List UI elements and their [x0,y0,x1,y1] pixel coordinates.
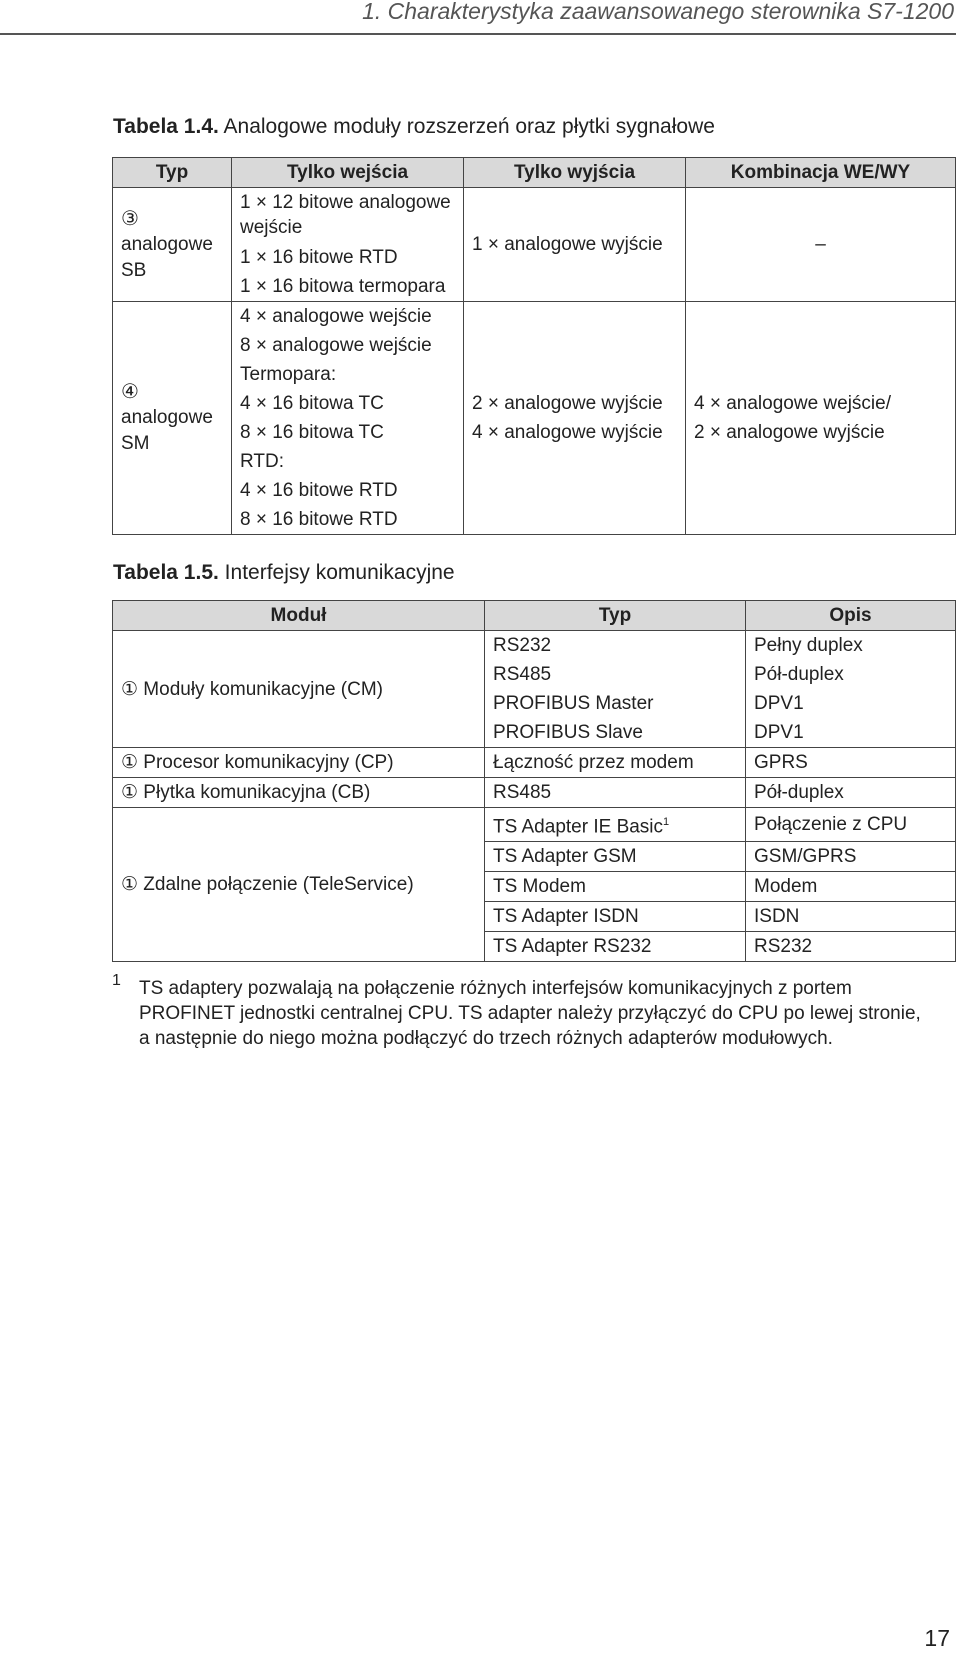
modul-cell-teleservice: ① Zdalne połączenie (TeleService) [113,808,485,962]
modul-cell-cb: ① Płytka komunikacyjna (CB) [113,778,485,808]
opis-cell: DPV1 [746,689,956,718]
typ-cell: TS Adapter GSM [485,842,746,872]
input-line: 8 × 16 bitowa TC [240,422,384,443]
running-header-title: 1. Charakterystyka zaawansowanego sterownika S7-1200 [362,0,954,24]
table-1-4-caption-text: Analogowe moduły rozszerzeń oraz płytki sygnałowe [218,115,715,138]
col-header-kombinacja: Kombinacja WE/WY [686,158,956,188]
typ-line: analogowe [121,233,213,255]
output-line: 2 × analogowe wyjście [472,393,663,414]
table-1-5-header-row [113,601,956,631]
typ-line: analogowe [121,407,213,428]
combo-cell-sm [686,302,956,535]
opis-cell: ISDN [746,902,956,932]
circled-number-4: ④ [121,381,139,403]
input-line: 4 × analogowe wejście [240,306,432,327]
typ-cell: RS232 [485,631,746,661]
table-row [113,778,956,808]
opis-cell: RS232 [746,932,956,962]
table-1-4-caption-number: Tabela 1.4. [113,115,219,138]
opis-cell: Pół-duplex [746,778,956,808]
typ-cell-text: TS Adapter IE Basic [493,816,664,838]
typ-cell: TS Modem [485,872,746,902]
table-row-sb [113,188,956,302]
typ-line: SM [121,433,150,454]
typ-cell: RS485 [485,660,746,689]
table-1-4 [112,157,956,535]
typ-cell: Łączność przez modem [485,748,746,778]
table-row-sm [113,302,956,535]
opis-cell: Pół-duplex [746,660,956,689]
input-line: 8 × analogowe wejście [240,335,432,356]
col-header-typ: Typ [485,601,746,631]
table-1-5-caption-number: Tabela 1.5. [113,561,219,584]
input-line: wejście [240,217,303,238]
opis-cell: GSM/GPRS [746,842,956,872]
footnote-mark: 1 [112,972,121,989]
opis-cell: Modem [746,872,956,902]
input-line: 1 × 16 bitowa termopara [240,276,446,297]
outputs-cell-sm [464,302,686,535]
typ-cell: TS Adapter ISDN [485,902,746,932]
input-line: RTD: [240,451,284,472]
input-line: 4 × 16 bitowe RTD [240,480,398,501]
outputs-cell-sb [464,188,686,302]
opis-cell: GPRS [746,748,956,778]
table-1-5 [112,600,956,962]
col-header-typ: Typ [113,158,232,188]
opis-cell: Połączenie z CPU [746,808,956,842]
opis-cell: DPV1 [746,718,956,748]
table-row [113,631,956,661]
typ-cell: TS Adapter RS232 [485,932,746,962]
output-line: 1 × analogowe wyjście [472,234,663,255]
footnote-text: TS adaptery pozwalają na połączenie różnych interfejsów komunikacyjnych z portem PROFINET jednostki centralnej CPU. TS adapter należy przyłączyć do CPU po lewej stronie, a następnie do niego można podłączyć do trzech różnych adapterów modułowych. [139,978,921,1049]
page-number: 17 [924,1625,950,1651]
combo-cell-sb [686,188,956,302]
table-1-4-header-row [113,158,956,188]
typ-cell: PROFIBUS Slave [485,718,746,748]
table-1-5-caption-text: Interfejsy komunikacyjne [218,561,455,584]
col-header-tylko-wyjscia: Tylko wyjścia [464,158,686,188]
inputs-cell-sm [232,302,464,535]
combo-line: – [815,233,826,255]
modul-cell-cm: ① Moduły komunikacyjne (CM) [113,631,485,748]
input-line: 8 × 16 bitowe RTD [240,509,398,530]
typ-cell: PROFIBUS Master [485,689,746,718]
input-line: 4 × 16 bitowa TC [240,393,384,414]
input-line: 1 × 12 bitowe analogowe [240,192,451,213]
modul-cell-cp: ① Procesor komunikacyjny (CP) [113,748,485,778]
circled-number-3: ③ [121,207,139,230]
opis-cell: Pełny duplex [746,631,956,661]
col-header-opis: Opis [746,601,956,631]
output-line: 4 × analogowe wyjście [472,422,663,443]
table-row [113,808,956,842]
inputs-cell-sb [232,188,464,302]
typ-cell-sm [113,302,232,535]
combo-line: 2 × analogowe wyjście [694,422,885,443]
table-1-4-caption [113,115,715,139]
col-header-tylko-wejscia: Tylko wejścia [232,158,464,188]
input-line: 1 × 16 bitowe RTD [240,247,398,268]
typ-cell: RS485 [485,778,746,808]
input-line: Termopara: [240,364,337,385]
footnote-ref: 1 [663,816,670,828]
typ-line: SB [121,259,147,281]
table-1-5-caption [113,561,455,585]
combo-line: 4 × analogowe wejście/ [694,393,891,414]
table-row [113,748,956,778]
col-header-modul: Moduł [113,601,485,631]
typ-cell [485,808,746,842]
typ-cell-sb [113,188,232,302]
running-header [0,0,956,35]
